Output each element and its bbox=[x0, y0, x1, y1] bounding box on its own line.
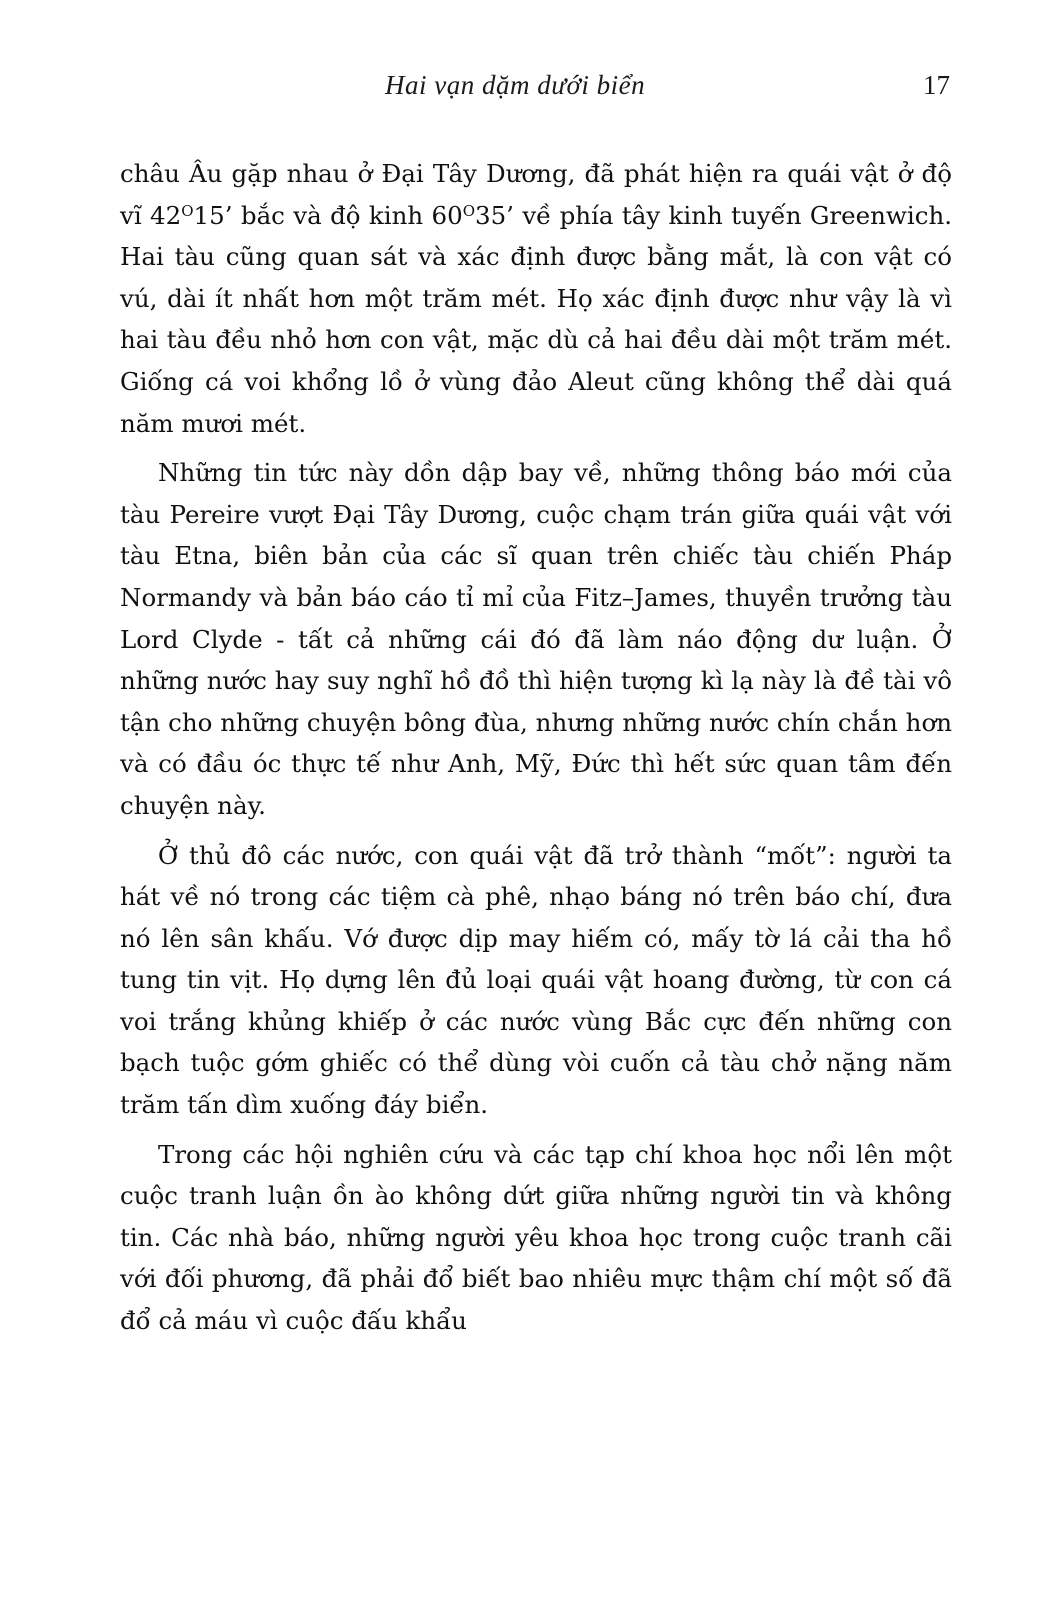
paragraph-1-part-c: 35’ về phía tây kinh tuyến Greenwich. Hai tàu cũng quan sát và xác định được bằng mắt, là con vật có vú, dài ít nhất hơn một trăm mét. Họ xác định được như vậy là vì hai tàu đều nhỏ hơn con vật, mặc dù cả hai đều dài một trăm mét. Giống cá voi khổng lồ ở vùng đảo Aleut cũng không thể dài quá năm mươi mét. bbox=[120, 200, 953, 438]
paragraph-1-part-a: châu Âu gặp nhau ở Đại Tây Dương, đã phát hiện ra quái vật ở độ vĩ 42 bbox=[120, 159, 952, 230]
paragraph-2: Những tin tức này dồn dập bay về, những thông báo mới của tàu Pereire vượt Đại Tây Dương, cuộc chạm trán giữa quái vật với tàu Etna, biên bản của các sĩ quan trên chiếc tàu chiến Pháp Normandy và bản báo cáo tỉ mỉ của Fitz–James, thuyền trưởng tàu Lord Clyde - tất cả những cái đó đã làm náo động dư luận. Ở những nước hay suy nghĩ hồ đồ thì hiện tượng kì lạ này là đề tài vô tận cho những chuyện bông đùa, nhưng những nước chín chắn hơn và có đầu óc thực tế như Anh, Mỹ, Đức thì hết sức quan tâm đến chuyện này. bbox=[120, 458, 952, 820]
page-number: 17 bbox=[923, 70, 950, 100]
running-title: Hai vạn dặm dưới biển bbox=[385, 70, 646, 100]
degree-mark-2: O bbox=[462, 201, 475, 220]
paragraph-3: Ở thủ đô các nước, con quái vật đã trở thành “mốt”: người ta hát về nó trong các tiệm cà phê, nhạo báng nó trên báo chí, đưa nó lên sân khấu. Vớ được dịp may hiếm có, mấy tờ lá cải tha hồ tung tin vịt. Họ dựng lên đủ loại quái vật hoang đường, từ con cá voi trắng khủng khiếp ở các nước vùng Bắc cực đến những con bạch tuộc gớm ghiếc có thể dùng vòi cuốn cả tàu chở nặng năm trăm tấn dìm xuống đáy biển. bbox=[120, 840, 952, 1120]
running-header bbox=[120, 70, 950, 110]
paragraph-1 bbox=[120, 153, 952, 444]
body-text bbox=[120, 153, 952, 1350]
paragraph-1-part-b: 15’ bắc và độ kinh 60 bbox=[193, 200, 463, 230]
paragraph-4: Trong các hội nghiên cứu và các tạp chí khoa học nổi lên một cuộc tranh luận ồn ào không dứt giữa những người tin và không tin. Các nhà báo, những người yêu khoa học trong cuộc tranh cãi với đối phương, đã phải đổ biết bao nhiêu mực thậm chí một số đã đổ cả máu vì cuộc đấu khẩu bbox=[120, 1139, 952, 1336]
degree-mark-1: O bbox=[181, 201, 194, 220]
